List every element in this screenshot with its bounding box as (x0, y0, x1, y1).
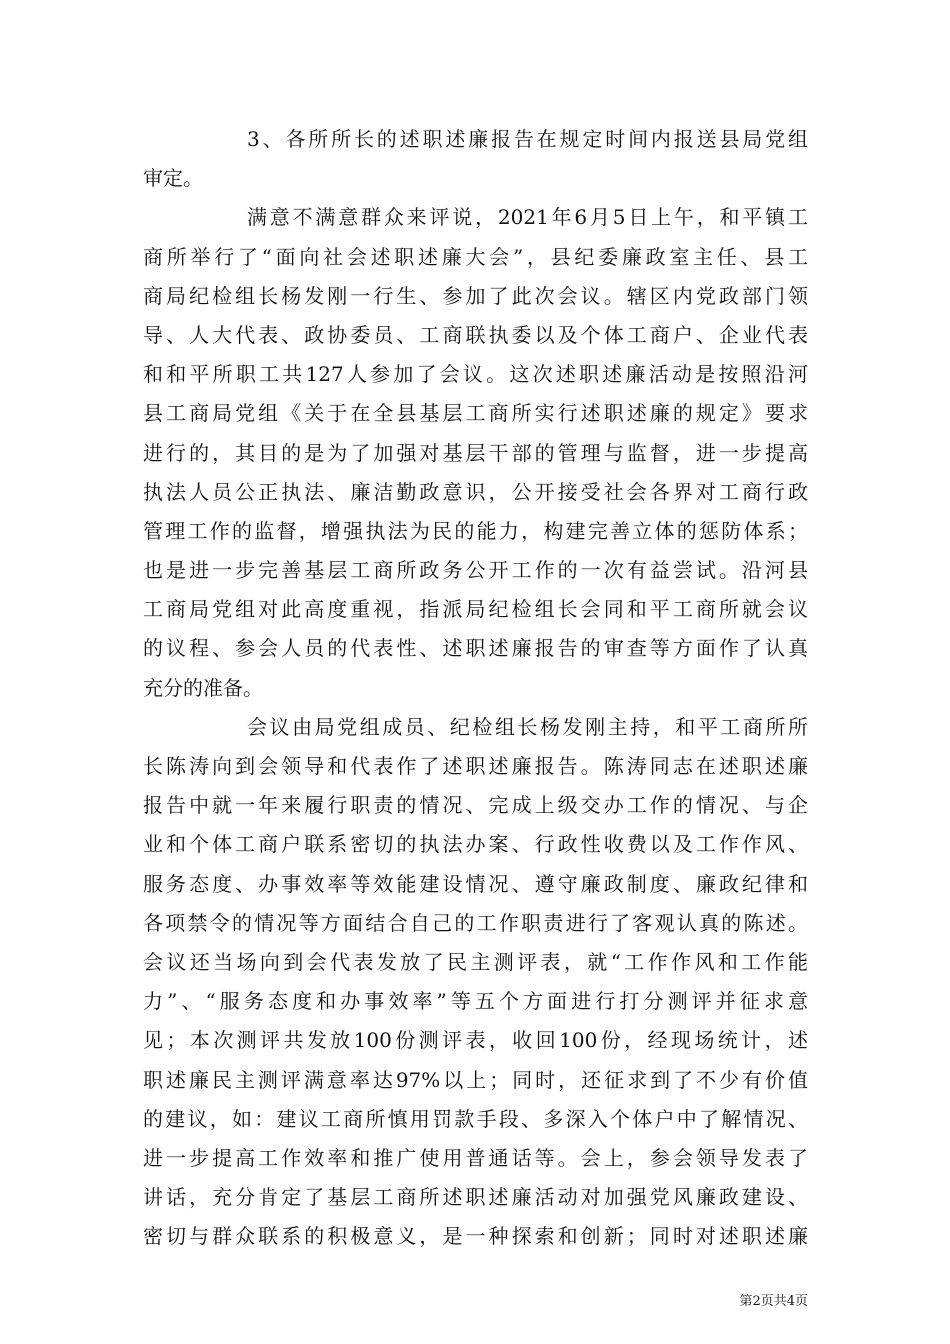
paragraph-3-line: 见；本次测评共发放100份测评表，收回100份，经现场统计，述 (143, 1028, 808, 1053)
paragraph-2-line: 也是进一步完善基层工商所政务公开工作的一次有益尝试。沿河县 (143, 558, 808, 583)
paragraph-2-line: 商局纪检组长杨发刚一行生、参加了此次会议。辖区内党政部门领 (143, 283, 808, 308)
paragraph-3-line: 会议由局党组成员、纪检组长杨发刚主持，和平工商所所 (247, 714, 808, 739)
paragraph-3-line: 职述廉民主测评满意率达97%以上；同时，还征求到了不少有价值 (143, 1067, 808, 1092)
paragraph-2-line: 满意不满意群众来评说，2021年6月5日上午，和平镇工 (247, 205, 808, 230)
paragraph-3-line: 进一步提高工作效率和推广使用普通话等。会上，参会领导发表了 (143, 1145, 808, 1170)
paragraph-3-line: 长陈涛向到会领导和代表作了述职述廉报告。陈涛同志在述职述廉 (143, 754, 808, 778)
paragraph-3-line: 的建议，如：建议工商所慎用罚款手段、多深入个体户中了解情况、 (143, 1106, 808, 1131)
paragraph-2-line: 导、人大代表、政协委员、工商联执委以及个体工商户、企业代表 (143, 322, 808, 347)
paragraph-2-line: 执法人员公正执法、廉洁勤政意识，公开接受社会各界对工商行政 (143, 479, 808, 504)
paragraph-1-line: 3、各所所长的述职述廉报告在规定时间内报送县局党组 (247, 127, 808, 151)
paragraph-3-line: 业和个体工商户联系密切的执法办案、行政性收费以及工作作风、 (143, 832, 808, 857)
paragraph-3-line: 各项禁令的情况等方面结合自己的工作职责进行了客观认真的陈述。 (143, 910, 808, 935)
paragraph-2-line: 进行的，其目的是为了加强对基层干部的管理与监督，进一步提高 (143, 440, 808, 465)
paragraph-2-line: 充分的准备。 (143, 675, 263, 700)
paragraph-3-line: 讲话，充分肯定了基层工商所述职述廉活动对加强党风廉政建设、 (143, 1185, 808, 1210)
paragraph-3-line: 密切与群众联系的积极意义，是一种探索和创新；同时对述职述廉 (143, 1224, 808, 1249)
paragraph-2-line: 县工商局党组《关于在全县基层工商所实行述职述廉的规定》要求 (143, 401, 808, 426)
paragraph-2-line: 工商局党组对此高度重视，指派局纪检组长会同和平工商所就会议 (143, 597, 808, 622)
paragraph-3-line: 服务态度、办事效率等效能建设情况、遵守廉政制度、廉政纪律和 (143, 871, 808, 896)
paragraph-2-line: 的议程、参会人员的代表性、述职述廉报告的审查等方面作了认真 (143, 636, 808, 661)
body-text (143, 120, 808, 1256)
paragraph-2-line: 管理工作的监督，增强执法为民的能力，构建完善立体的惩防体系； (143, 518, 808, 543)
paragraph-3-line: 会议还当场向到会代表发放了民主测评表，就“工作作风和工作能 (143, 949, 808, 974)
paragraph-1-line: 审定。 (143, 166, 203, 191)
paragraph-2-line: 和和平所职工共127人参加了会议。这次述职述廉活动是按照沿河 (143, 362, 808, 387)
page-number: 第2页共4页 (739, 1294, 808, 1309)
paragraph-2-line: 商所举行了“面向社会述职述廉大会”，县纪委廉政室主任、县工 (143, 244, 808, 269)
paragraph-3-line: 报告中就一年来履行职责的情况、完成上级交办工作的情况、与企 (143, 793, 808, 818)
paragraph-3-line: 力”、“服务态度和办事效率”等五个方面进行打分测评并征求意 (143, 989, 808, 1014)
